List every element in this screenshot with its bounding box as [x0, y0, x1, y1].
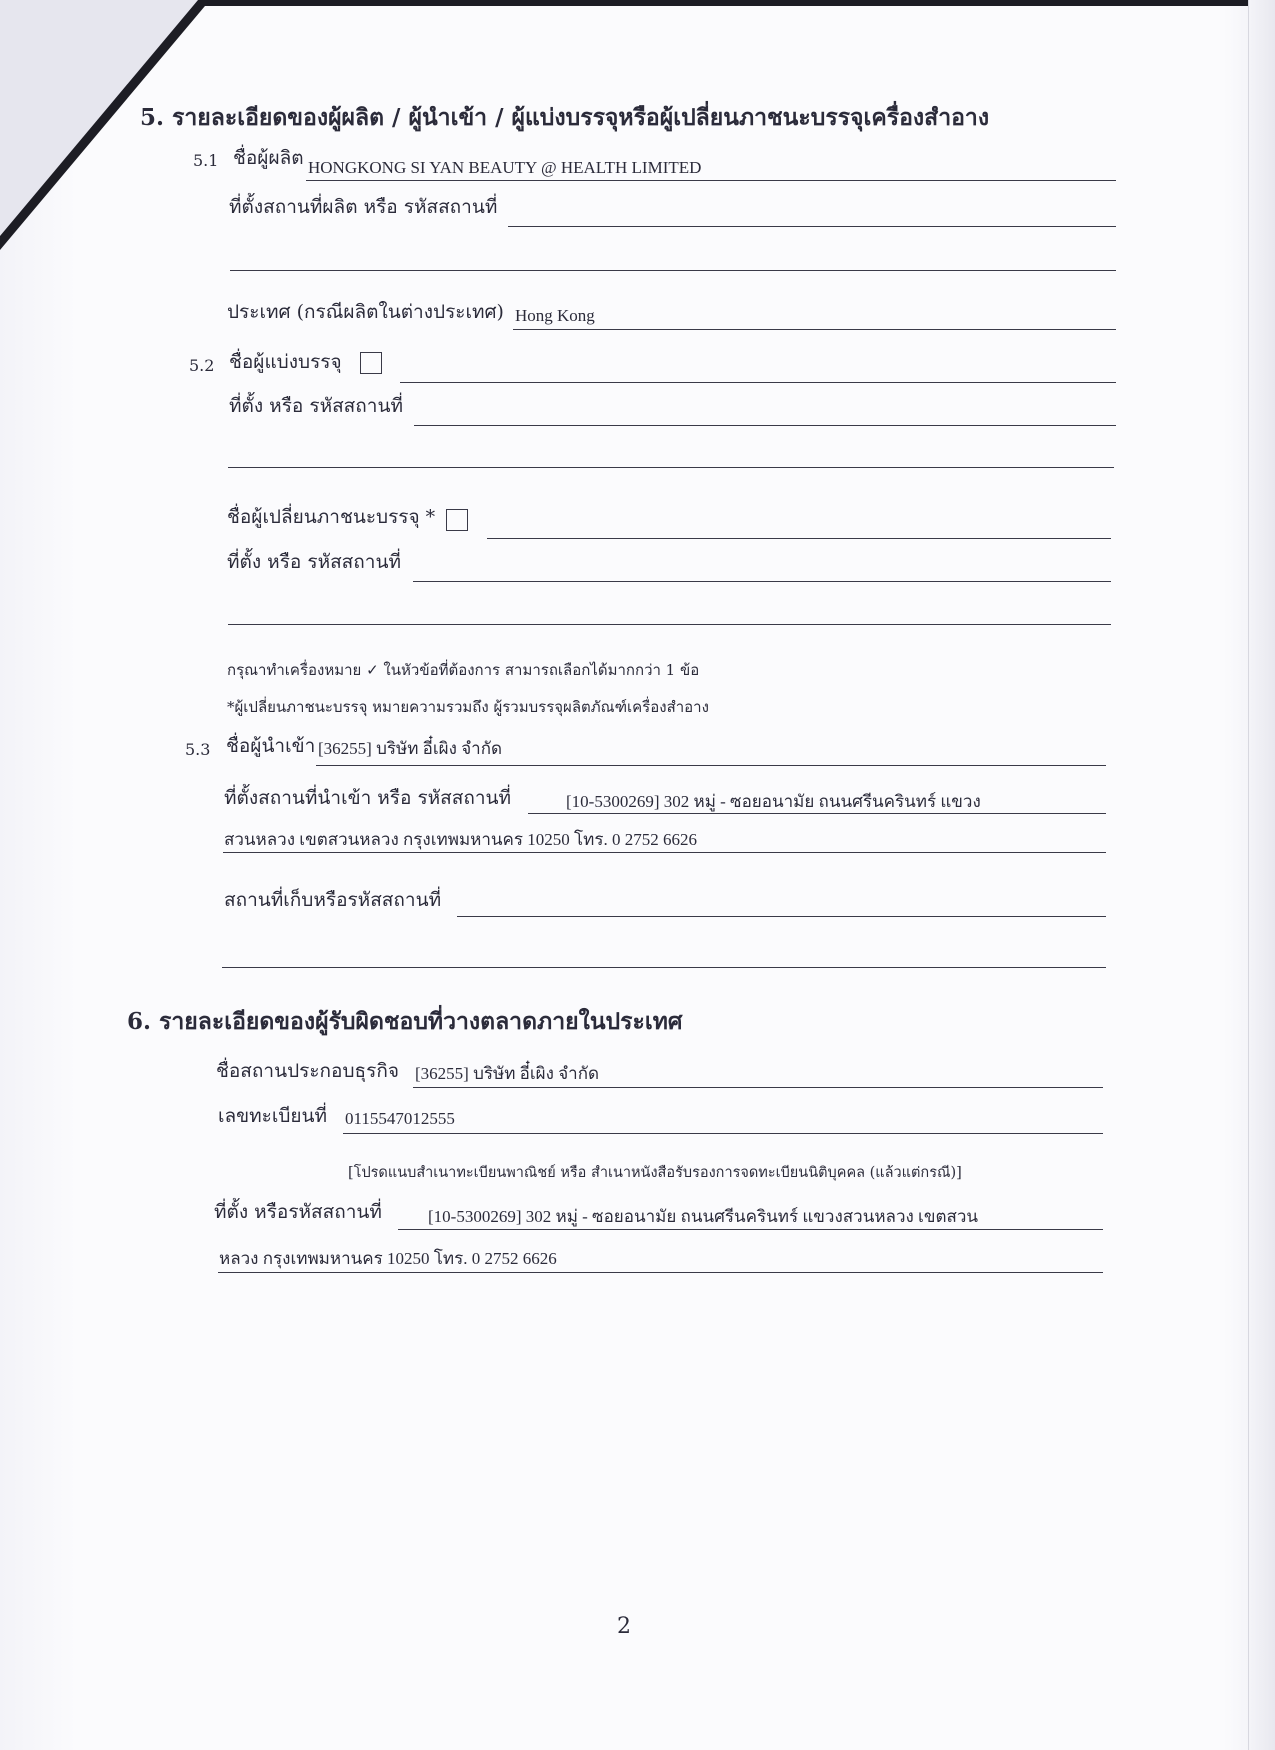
changer-label: ชื่อผู้เปลี่ยนภาชนะบรรจุ * [227, 506, 436, 528]
reg-value: 0115547012555 [345, 1109, 455, 1128]
s51-location-label: ที่ตั้งสถานที่ผลิต หรือ รหัสสถานที่ [229, 196, 498, 218]
s53-number: 5.3 [185, 740, 211, 759]
changer-location-underline-2 [228, 624, 1111, 625]
changer-definition-note: *ผู้เปลี่ยนภาชนะบรรจุ หมายความรวมถึง ผู้รวมบรรจุผลิตภัณฑ์เครื่องสำอาง [227, 698, 709, 716]
s52-location-underline-2 [228, 467, 1114, 468]
section6-heading: 6. รายละเอียดของผู้รับผิดชอบที่วางตลาดภายในประเทศ [127, 1008, 683, 1035]
attachment-note: [โปรดแนบสำเนาทะเบียนพาณิชย์ หรือ สำเนาหนังสือรับรองการจดทะเบียนนิติบุคคล (แล้วแต่กรณี)] [348, 1165, 962, 1181]
maker-value: HONGKONG SI YAN BEAUTY @ HEALTH LIMITED [308, 158, 702, 177]
s51-location-underline-2 [230, 270, 1116, 271]
checkmark-note: กรุณาทำเครื่องหมาย ✓ ในหัวข้อที่ต้องการ สามารถเลือกได้มากกว่า 1 ข้อ [227, 661, 700, 679]
s6-location-value-1: [10-5300269] 302 หมู่ - ซอยอนามัย ถนนศรีนครินทร์ แขวงสวนหลวง เขตสวน [428, 1207, 979, 1226]
s53-location-underline [528, 813, 1106, 814]
storage-underline-2 [222, 967, 1106, 968]
s53-location-value-1: [10-5300269] 302 หมู่ - ซอยอนามัย ถนนศรีนครินทร์ แขวง [566, 792, 981, 811]
s52-location-underline [414, 425, 1116, 426]
changer-underline [487, 538, 1111, 539]
s52-number: 5.2 [189, 356, 215, 375]
s51-number: 5.1 [193, 151, 219, 170]
importer-value: [36255] บริษัท อี๋เผิง จำกัด [318, 739, 503, 758]
changer-location-underline [413, 581, 1111, 582]
business-underline [413, 1087, 1103, 1088]
importer-underline [316, 765, 1106, 766]
importer-label: ชื่อผู้นำเข้า [226, 735, 316, 757]
section5-heading: 5. รายละเอียดของผู้ผลิต / ผู้นำเข้า / ผู้แบ่งบรรจุหรือผู้เปลี่ยนภาชนะบรรจุเครื่องสำอาง [140, 104, 990, 131]
packer-underline [400, 382, 1116, 383]
s53-location-value-2: สวนหลวง เขตสวนหลวง กรุงเทพมหานคร 10250 โทร. 0 2752 6626 [224, 830, 697, 849]
s51-location-underline [508, 226, 1116, 227]
country-value: Hong Kong [515, 306, 595, 325]
reg-label: เลขทะเบียนที่ [218, 1105, 328, 1127]
reg-underline [343, 1133, 1103, 1134]
page-number: 2 [617, 1614, 631, 1639]
maker-underline [306, 180, 1116, 181]
country-underline [513, 329, 1116, 330]
s6-location-label: ที่ตั้ง หรือรหัสสถานที่ [214, 1201, 382, 1223]
packer-label: ชื่อผู้แบ่งบรรจุ [229, 351, 342, 373]
business-label: ชื่อสถานประกอบธุรกิจ [216, 1060, 399, 1082]
s6-location-underline-2 [218, 1272, 1103, 1273]
s52-location-label: ที่ตั้ง หรือ รหัสสถานที่ [229, 395, 403, 417]
s53-location-label: ที่ตั้งสถานที่นำเข้า หรือ รหัสสถานที่ [224, 787, 512, 809]
scan-right-edge [1248, 0, 1275, 1750]
storage-underline [457, 916, 1106, 917]
s6-location-underline [398, 1229, 1103, 1230]
changer-checkbox[interactable] [446, 509, 468, 531]
s6-location-value-2: หลวง กรุงเทพมหานคร 10250 โทร. 0 2752 6626 [219, 1249, 557, 1268]
scan-top-edge [200, 0, 1275, 6]
country-label: ประเทศ (กรณีผลิตในต่างประเทศ) [227, 301, 504, 323]
s53-location-underline-2 [223, 852, 1106, 853]
maker-label: ชื่อผู้ผลิต [233, 147, 304, 169]
changer-location-label: ที่ตั้ง หรือ รหัสสถานที่ [227, 551, 401, 573]
business-value: [36255] บริษัท อี๋เผิง จำกัด [415, 1064, 600, 1083]
packer-checkbox[interactable] [360, 352, 382, 374]
storage-label: สถานที่เก็บหรือรหัสสถานที่ [224, 889, 442, 911]
